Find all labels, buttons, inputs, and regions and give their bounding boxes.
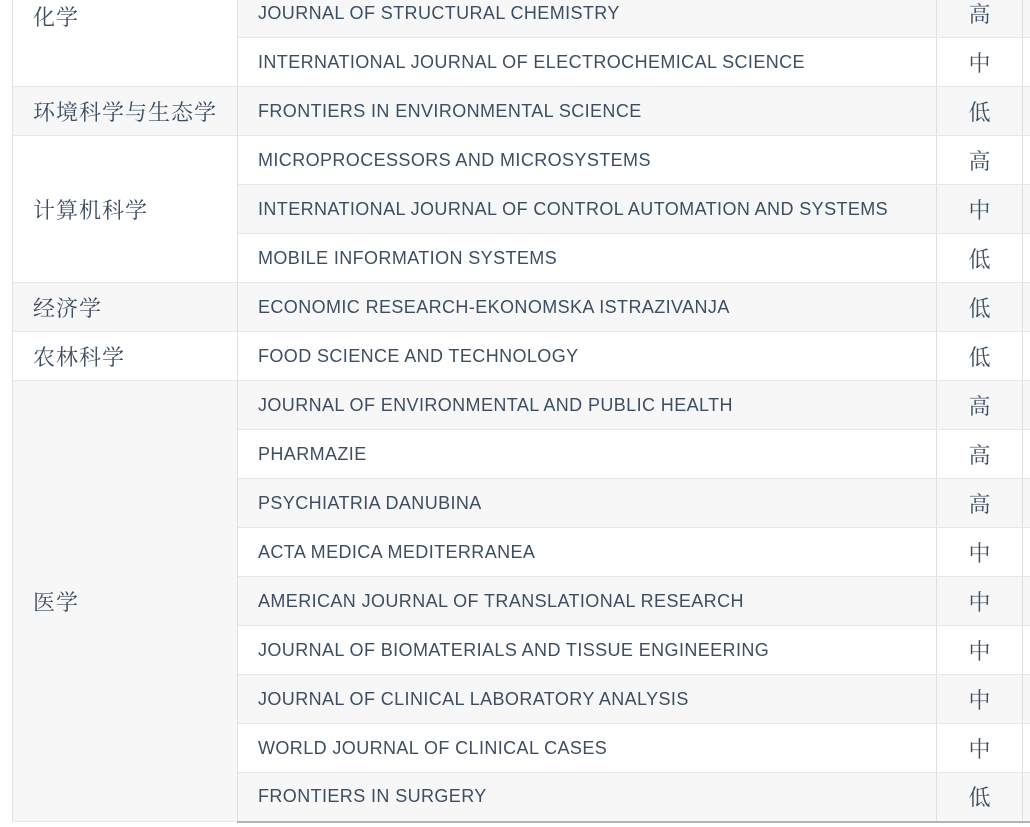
cutoff-column-cell	[1023, 283, 1030, 332]
level-cell: 中	[937, 724, 1023, 773]
journal-cell: PSYCHIATRIA DANUBINA	[238, 479, 937, 528]
category-cell-environment-ecology: 环境科学与生态学	[13, 87, 238, 136]
journal-cell: FOOD SCIENCE AND TECHNOLOGY	[238, 332, 937, 381]
level-cell: 高	[937, 381, 1023, 430]
level-cell: 低	[937, 332, 1023, 381]
journal-cell: INTERNATIONAL JOURNAL OF ELECTROCHEMICAL SCIENCE	[238, 38, 937, 87]
category-cell-chemistry: 化学	[13, 0, 238, 87]
category-cell-computer-science: 计算机科学	[13, 136, 238, 283]
journal-cell: INTERNATIONAL JOURNAL OF CONTROL AUTOMATION AND SYSTEMS	[238, 185, 937, 234]
category-cell-medicine: 医学	[13, 381, 238, 822]
table-row	[13, 136, 1030, 185]
cutoff-column-cell	[1023, 381, 1030, 430]
level-cell: 中	[937, 185, 1023, 234]
journal-warning-table-viewport	[12, 0, 1030, 823]
journal-cell: MOBILE INFORMATION SYSTEMS	[238, 234, 937, 283]
cutoff-column-cell	[1023, 773, 1030, 822]
journal-cell: JOURNAL OF CLINICAL LABORATORY ANALYSIS	[238, 675, 937, 724]
journal-cell: JOURNAL OF ENVIRONMENTAL AND PUBLIC HEALTH	[238, 381, 937, 430]
journal-cell: PHARMAZIE	[238, 430, 937, 479]
level-cell: 高	[937, 136, 1023, 185]
cutoff-column-cell	[1023, 675, 1030, 724]
table-row	[13, 87, 1030, 136]
journal-cell: FRONTIERS IN SURGERY	[238, 773, 937, 822]
journal-cell: WORLD JOURNAL OF CLINICAL CASES	[238, 724, 937, 773]
cutoff-column-cell	[1023, 38, 1030, 87]
cutoff-column-cell	[1023, 577, 1030, 626]
journal-cell: JOURNAL OF BIOMATERIALS AND TISSUE ENGINEERING	[238, 626, 937, 675]
journal-warning-table	[12, 0, 1030, 823]
cutoff-column-cell	[1023, 136, 1030, 185]
level-cell: 高	[937, 430, 1023, 479]
cutoff-column-cell	[1023, 87, 1030, 136]
journal-cell: MICROPROCESSORS AND MICROSYSTEMS	[238, 136, 937, 185]
level-cell: 中	[937, 577, 1023, 626]
level-cell: 中	[937, 626, 1023, 675]
cutoff-column-cell	[1023, 0, 1030, 38]
journal-cell: AMERICAN JOURNAL OF TRANSLATIONAL RESEARCH	[238, 577, 937, 626]
category-cell-economics: 经济学	[13, 283, 238, 332]
level-cell: 低	[937, 283, 1023, 332]
journal-cell: FRONTIERS IN ENVIRONMENTAL SCIENCE	[238, 87, 937, 136]
cutoff-column-cell	[1023, 626, 1030, 675]
level-cell: 中	[937, 38, 1023, 87]
journal-cell: JOURNAL OF STRUCTURAL CHEMISTRY	[238, 0, 937, 38]
level-cell: 高	[937, 0, 1023, 38]
journal-cell: ACTA MEDICA MEDITERRANEA	[238, 528, 937, 577]
level-cell: 低	[937, 87, 1023, 136]
table-row	[13, 283, 1030, 332]
level-cell: 高	[937, 479, 1023, 528]
level-cell: 中	[937, 675, 1023, 724]
level-cell: 低	[937, 773, 1023, 822]
cutoff-column-cell	[1023, 430, 1030, 479]
cutoff-column-cell	[1023, 234, 1030, 283]
table-row	[13, 0, 1030, 38]
cutoff-column-cell	[1023, 479, 1030, 528]
cutoff-column-cell	[1023, 185, 1030, 234]
cutoff-column-cell	[1023, 528, 1030, 577]
table-row	[13, 381, 1030, 430]
level-cell: 中	[937, 528, 1023, 577]
journal-cell: ECONOMIC RESEARCH-EKONOMSKA ISTRAZIVANJA	[238, 283, 937, 332]
table-row	[13, 332, 1030, 381]
cutoff-column-cell	[1023, 332, 1030, 381]
level-cell: 低	[937, 234, 1023, 283]
cutoff-column-cell	[1023, 724, 1030, 773]
category-cell-agriculture-forestry: 农林科学	[13, 332, 238, 381]
